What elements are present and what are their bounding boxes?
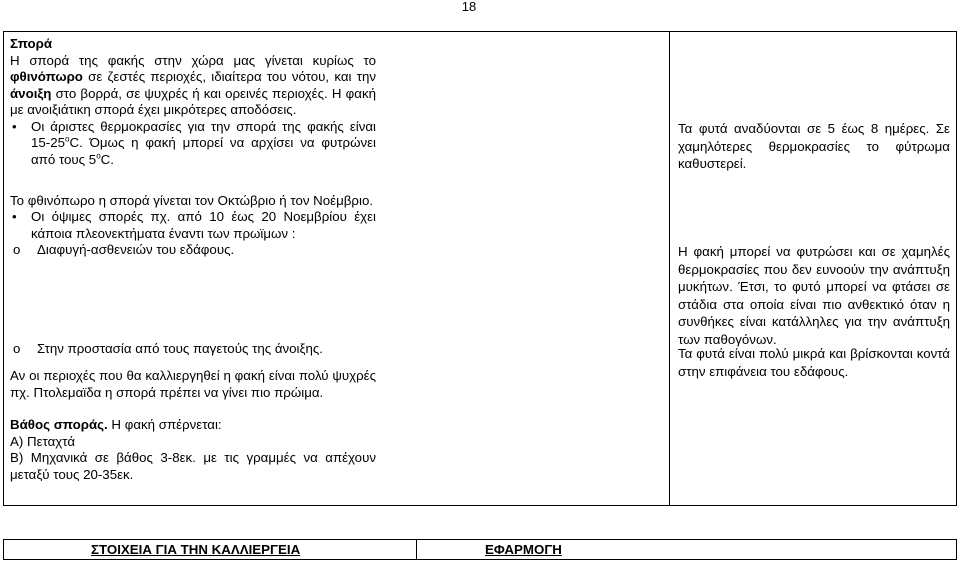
footer-divider [416, 540, 417, 559]
emergence-note: Τα φυτά αναδύονται σε 5 έως 8 ημέρες. Σε χαμηλότερες θερμοκρασίες το φύτρωμα καθυστερεί. [678, 121, 950, 171]
cultivation-column [10, 36, 376, 483]
bullet-icon: • [12, 118, 17, 134]
circle-bullet-icon: o [13, 242, 21, 257]
sowing-method-b: Β) Μηχανικά σε βάθος 3-8εκ. με τις γραμμές να απέχουν μεταξύ τους 20-35εκ. [10, 450, 376, 482]
footer-table [3, 539, 957, 560]
circle-bullet-icon: o [13, 340, 21, 356]
sowing-method-a: Α) Πεταχτά [10, 433, 76, 449]
sowing-intro: Η σπορά της φακής στην χώρα μας γίνεται κυρίως το φθινόπωρο σε ζεστές περιοχές, ιδιαίτερα του νότου, και την άνοιξη στο βορρά, σε ψυχρές ή και ορεινές περιοχές. Η φακή με ανοιξιάτικη σπορά έχει μικρότερες αποδόσεις. [10, 52, 376, 117]
column-divider [669, 32, 670, 505]
cold-region-note: Αν οι περιοχές που θα καλλιεργηθεί η φακή είναι πολύ ψυχρές πχ. Πτολεμαϊδα η σπορά πρέπει να γίνει πιο πρώιμα. [10, 368, 376, 400]
sowing-depth-line: Βάθος σποράς. Η φακή σπέρνεται: [10, 417, 222, 432]
application-label: ΕΦΑΡΜΟΓΗ [485, 542, 562, 557]
sowing-depth-label: Βάθος σποράς. [10, 417, 108, 432]
sub-item-soil-diseases: o Διαφυγή-ασθενειών του εδάφους. [13, 242, 235, 257]
section-heading: Σπορά [10, 36, 53, 51]
sub-item-frost-protection: o Στην προστασία από τους παγετούς της άνοιξης. [13, 340, 323, 356]
autumn-sowing-line: Το φθινόπωρο η σπορά γίνεται τον Οκτώβριο ή τον Νοέμβριο. [10, 192, 374, 208]
spring-term: άνοιξη [10, 85, 52, 101]
low-temperature-note: Η φακή μπορεί να φυτρώσει και σε χαμηλές θερμοκρασίες που δεν ευνοούν την ανάπτυξη μυκήτων. Έτσι, το φυτό μπορεί να φτάσει σε στάδια στα οποία είναι πιο ανθεκτικό όταν η συνθήκες είναι κατάλληλες για την ανάπτυξη των παθογόνων. [678, 244, 950, 347]
autumn-term: φθινόπωρο [10, 69, 83, 84]
content-table [3, 31, 957, 506]
cultivation-data-label: ΣΤΟΙΧΕΙΑ ΓΙΑ ΤΗΝ ΚΑΛΛΙΕΡΓΕΙΑ [91, 542, 301, 557]
temperature-bullet: • Οι άριστες θερμοκρασίες για την σπορά της φακής είναι $15-25^oC$. Όμως η φακή μπορεί να αρχίσει να φυτρώνει από τους $5^oC$. [12, 118, 376, 167]
page-number: 18 [461, 0, 477, 14]
late-sowing-bullet: • Οι όψιμες σπορές πχ. από 10 έως 20 Νοεμβρίου έχει κάποια πλεονεκτήματα έναντι των πρωϊμων : [12, 209, 376, 241]
seedling-size-note: Τα φυτά είναι πολύ μικρά και βρίσκονται κοντά στην επιφάνεια του εδάφους. [678, 346, 950, 379]
bullet-icon: • [12, 209, 17, 224]
